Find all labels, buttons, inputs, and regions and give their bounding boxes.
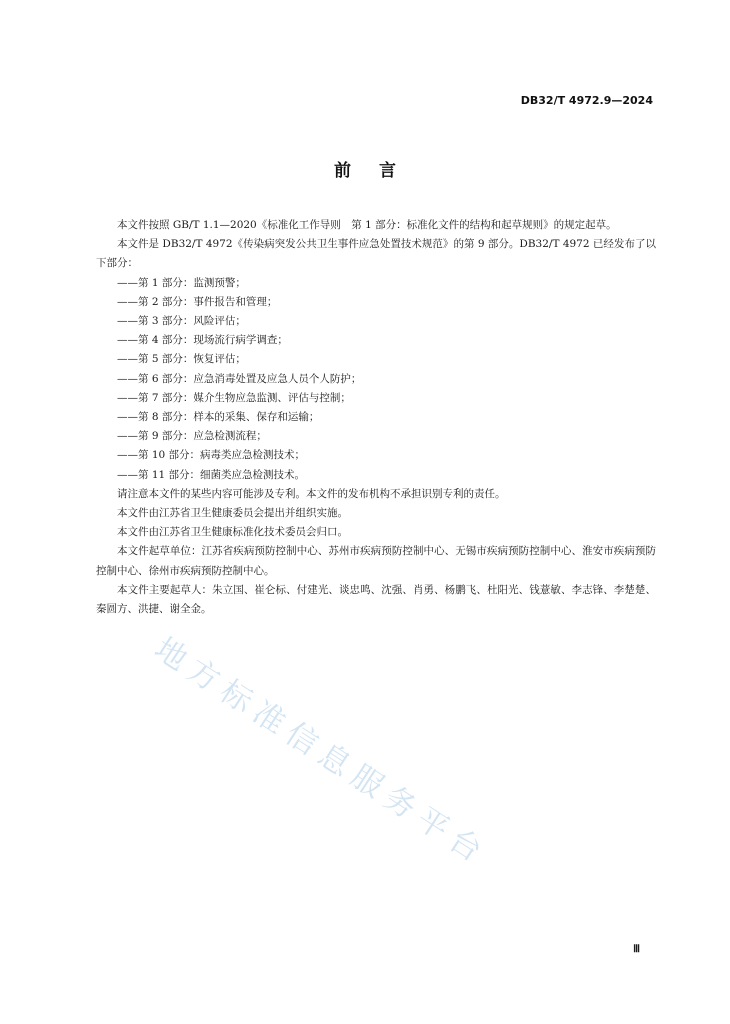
intro-paragraph-1: 本文件按照 GB/T 1.1—2020《标准化工作导则 第 1 部分：标准化文件的结构和起草规则》的规定起草。 xyxy=(117,219,617,231)
drafters: 本文件主要起草人：朱立国、崔仑标、付建光、谈忠鸣、沈强、肖勇、杨鹏飞、杜阳光、钱薏敏、李志锋、李楚楚、秦圆方、洪捷、谢全金。 xyxy=(96,583,656,616)
foreword-body xyxy=(96,216,656,619)
drafting-units: 本文件起草单位：江苏省疾病预防控制中心、苏州市疾病预防控制中心、无锡市疾病预防控制中心、淮安市疾病预防控制中心、徐州市疾病预防控制中心。 xyxy=(96,545,656,577)
list-item: ——第 1 部分：监测预警； xyxy=(117,276,246,289)
page-number: Ⅲ xyxy=(633,944,640,955)
watermark-text: 地方标准信息服务平台 xyxy=(148,630,495,874)
list-item: ——第 11 部分：细菌类应急检测技术。 xyxy=(117,468,306,481)
list-item: ——第 2 部分：事件报告和管理； xyxy=(117,295,278,308)
list-item: ——第 8 部分：样本的采集、保存和运输； xyxy=(117,411,320,424)
list-item: ——第 7 部分：媒介生物应急监测、评估与控制； xyxy=(117,391,351,404)
proposer-statement: 本文件由江苏省卫生健康委员会提出并组织实施。 xyxy=(117,507,348,520)
list-item: ——第 3 部分：风险评估； xyxy=(117,315,246,328)
intro-paragraph-2: 本文件是 DB32/T 4972《传染病突发公共卫生事件应急处置技术规范》的第 9 部分。DB32/T 4972 已经发布了以下部分： xyxy=(96,238,656,270)
patent-notice: 请注意本文件的某些内容可能涉及专利。本文件的发布机构不承担识别专利的责任。 xyxy=(117,487,506,500)
list-item: ——第 6 部分：应急消毒处置及应急人员个人防护； xyxy=(117,372,362,385)
list-item: ——第 9 部分：应急检测流程； xyxy=(117,430,267,443)
parts-list xyxy=(96,274,656,485)
document-code: DB32/T 4972.9—2024 xyxy=(520,94,653,107)
list-item: ——第 5 部分：恢复评估； xyxy=(117,353,246,366)
list-item: ——第 4 部分：现场流行病学调查； xyxy=(117,334,288,347)
committee-statement: 本文件由江苏省卫生健康标准化技术委员会归口。 xyxy=(117,526,348,539)
page-title: 前言 xyxy=(334,161,424,181)
list-item: ——第 10 部分：病毒类应急检测技术； xyxy=(117,449,306,462)
